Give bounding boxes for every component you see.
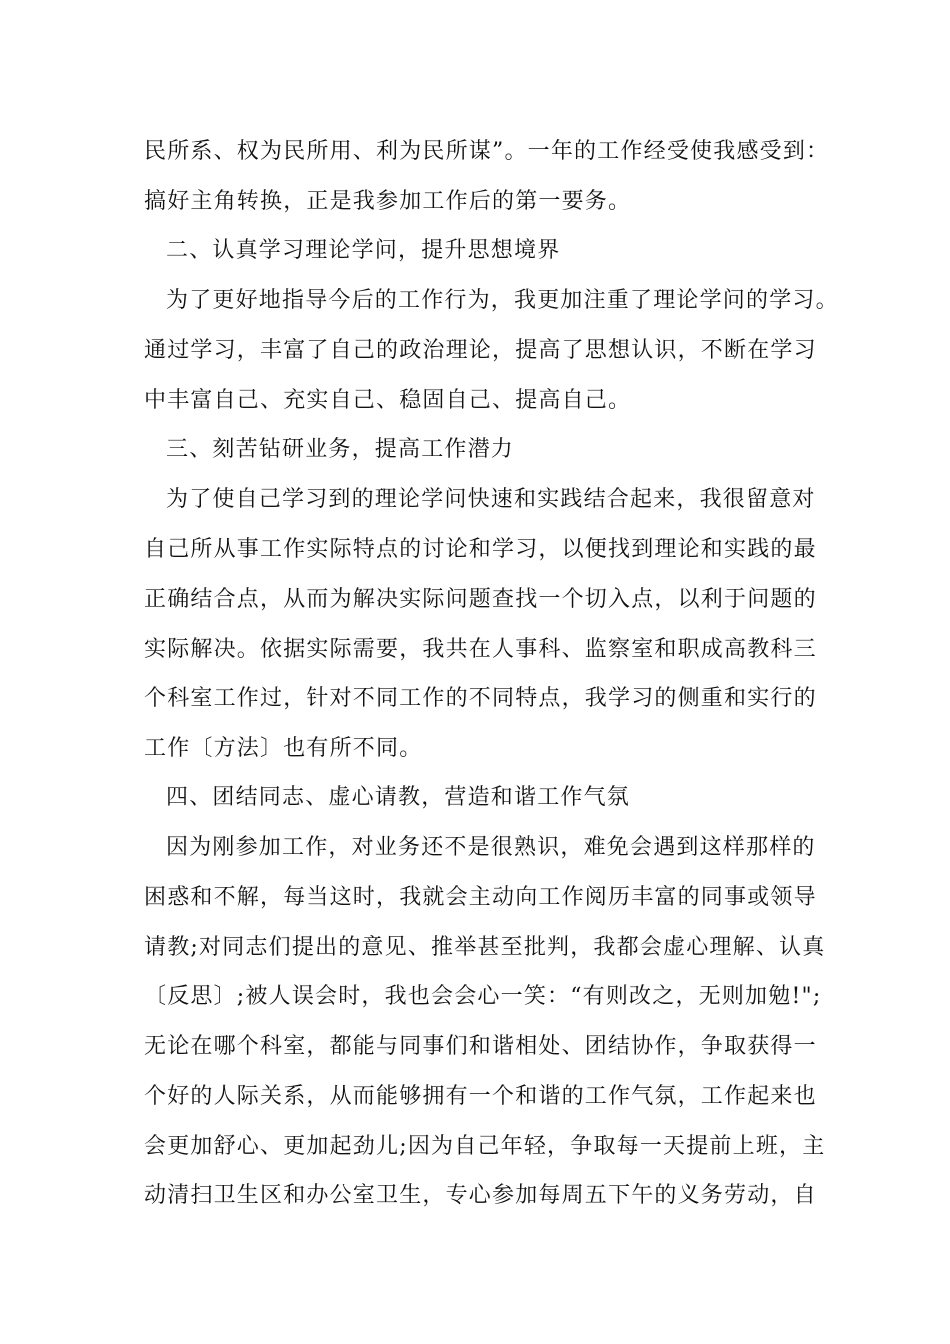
section-heading: 二、认真学习理论学问，提升思想境界 [166,238,561,263]
section-heading: 四、团结同志、虚心请教，营造和谐工作气氛 [166,785,631,810]
body-text-line: 通过学习，丰富了自己的政治理论，提高了思想认识，不断在学习 [144,338,817,363]
body-text-line: 无论在哪个科室，都能与同事们和谐相处、团结协作，争取获得一 [144,1034,817,1059]
body-text-line: 自己所从事工作实际特点的讨论和学习，以便找到理论和实践的最 [144,537,817,562]
body-text-line: 正确结合点，从而为解决实际问题查找一个切入点，以利于问题的 [144,587,817,612]
body-text-line: 中丰富自己、充实自己、稳固自己、提高自己。 [144,388,632,413]
body-text-line: 工作〔方法〕也有所不同。 [144,736,423,761]
body-text-line: 因为刚参加工作，对业务还不是很熟识，难免会遇到这样那样的 [166,835,816,860]
body-text-line: 实际解决。依据实际需要，我共在人事科、监察室和职成高教科三 [144,637,817,662]
body-text-line: 困惑和不解，每当这时，我就会主动向工作阅历丰富的同事或领导 [144,885,817,910]
section-heading: 三、刻苦钻研业务，提高工作潜力 [166,437,515,462]
body-text-line: 会更加舒心、更加起劲儿;因为自己年轻，争取每一天提前上班，主 [144,1134,826,1159]
body-text-line: 个科室工作过，针对不同工作的不同特点，我学习的侧重和实行的 [144,686,817,711]
body-text-line: 〔反思〕;被人误会时，我也会会心一笑：“有则改之，无则加勉!"; [144,984,822,1009]
body-text-line: 请教;对同志们提出的意见、推举甚至批判，我都会虚心理解、认真 [144,935,826,960]
body-text-line: 搞好主角转换，正是我参加工作后的第一要务。 [144,189,632,214]
body-text-line: 动清扫卫生区和办公室卫生，专心参加每周五下午的义务劳动，自 [144,1183,817,1208]
body-text-line: 个好的人际关系，从而能够拥有一个和谐的工作气氛，工作起来也 [144,1084,817,1109]
body-text-line: 为了更好地指导今后的工作行为，我更加注重了理论学问的学习。 [166,288,839,313]
body-text-line: 民所系、权为民所用、利为民所谋”。一年的工作经受使我感受到： [144,139,830,164]
body-text-line: 为了使自己学习到的理论学问快速和实践结合起来，我很留意对 [166,487,816,512]
